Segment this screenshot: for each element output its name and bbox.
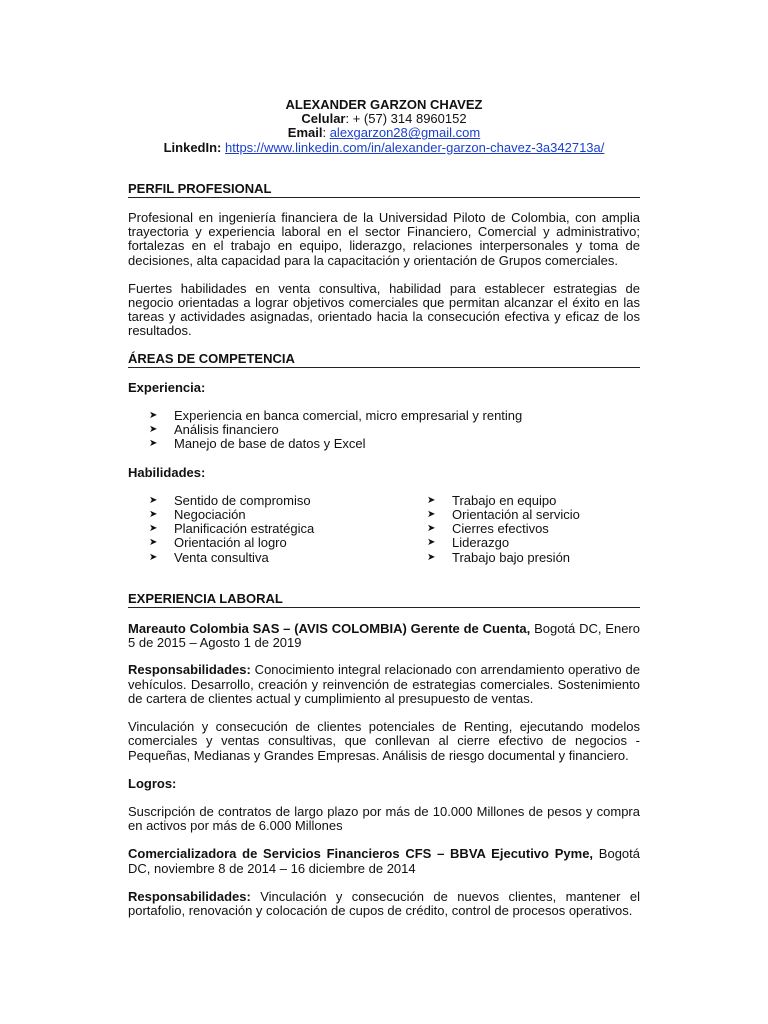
list-item: ➤ Planificación estratégica xyxy=(149,521,315,537)
job1-heading xyxy=(128,622,640,650)
phone-value: : + (57) 314 8960152 xyxy=(345,111,467,127)
arrow-bullet-icon: ➤ xyxy=(149,509,158,521)
email-separator: : xyxy=(322,125,330,141)
arrow-bullet-icon: ➤ xyxy=(149,494,158,506)
list-item: ➤ Trabajo bajo presión xyxy=(427,549,571,565)
habilidades-list-left xyxy=(128,494,406,565)
phone-line xyxy=(128,112,640,126)
job1-company: Mareauto Colombia SAS – (AVIS COLOMBIA) Gerente de Cuenta, xyxy=(128,621,531,637)
list-item: ➤ Orientación al servicio xyxy=(427,507,580,523)
arrow-bullet-icon: ➤ xyxy=(427,523,436,535)
arrow-bullet-icon: ➤ xyxy=(427,494,436,506)
experiencia-list xyxy=(128,409,640,452)
list-item: ➤ Manejo de base de datos y Excel xyxy=(149,436,366,452)
job2-company: Comercializadora de Servicios Financieros CFS – BBVA Ejecutivo Pyme, xyxy=(128,846,594,862)
list-item: ➤ Cierres efectivos xyxy=(427,521,549,537)
arrow-bullet-icon: ➤ xyxy=(149,424,158,436)
perfil-paragraph-1: Profesional en ingeniería financiera de la Universidad Piloto de Colombia, con amplia trayectoria y experiencia laboral en el sector Financiero, Comercial y administrativo; fortalezas en el trabajo en equipo, liderazgo, relaciones interpersonales y toma de decisiones, alta capacidad para la capacitación y orientación de Grupos comerciales. xyxy=(128,210,640,268)
arrow-bullet-icon: ➤ xyxy=(427,537,436,549)
habilidades-list-right xyxy=(406,494,640,565)
arrow-bullet-icon: ➤ xyxy=(149,410,158,422)
list-item: ➤ Sentido de compromiso xyxy=(149,492,311,508)
job2-responsabilidades xyxy=(128,890,640,918)
section-experiencia-title: EXPERIENCIA LABORAL xyxy=(128,592,640,608)
list-item: ➤ Orientación al logro xyxy=(149,535,287,551)
list-item: ➤ Negociación xyxy=(149,507,246,523)
job1-resp-paragraph-2: Vinculación y consecución de clientes potenciales de Renting, ejecutando modelos comerciales y ventas consultivas, que conllevan al cierre efectivo de negocios - Pequeñas, Medianas y Grandes Empresas. Análisis de riesgo documental y financiero. xyxy=(128,719,640,763)
email-link[interactable]: alexgarzon28@gmail.com xyxy=(329,125,481,141)
section-perfil-title: PERFIL PROFESIONAL xyxy=(128,182,640,198)
section-areas-title: ÁREAS DE COMPETENCIA xyxy=(128,352,640,368)
experiencia-label: Experiencia: xyxy=(128,379,206,395)
phone-label: Celular xyxy=(301,111,346,127)
job2-resp-text: Vinculación y consecución de nuevos clientes, mantener el portafolio, renovación y colocación de cupos de crédito, control de procesos operativos. xyxy=(128,888,640,918)
job1-logros-label: Logros: xyxy=(128,775,177,791)
resume-document xyxy=(128,98,640,918)
arrow-bullet-icon: ➤ xyxy=(427,551,436,563)
arrow-bullet-icon: ➤ xyxy=(149,551,158,563)
list-item: ➤ Trabajo en equipo xyxy=(427,492,557,508)
list-item: ➤ Liderazgo xyxy=(427,535,510,551)
arrow-bullet-icon: ➤ xyxy=(427,509,436,521)
job1-responsabilidades xyxy=(128,663,640,706)
job1-resp-text: Conocimiento integral relacionado con arrendamiento operativo de vehículos. Desarrollo, creación y reinvención de estrategias comerciales. Sostenimiento de cartera de clientes actual y cumplimiento al presupuesto de ventas. xyxy=(128,662,640,706)
list-item: ➤ Análisis financiero xyxy=(149,422,279,438)
email-line xyxy=(128,126,640,140)
linkedin-label: LinkedIn: xyxy=(163,139,222,155)
list-item: ➤ Venta consultiva xyxy=(149,549,269,565)
email-label: Email xyxy=(287,125,323,141)
job2-resp-label: Responsabilidades: xyxy=(128,888,251,904)
habilidades-columns xyxy=(128,494,640,565)
habilidades-label: Habilidades: xyxy=(128,464,206,480)
arrow-bullet-icon: ➤ xyxy=(149,523,158,535)
job1-resp-label: Responsabilidades: xyxy=(128,662,251,678)
linkedin-line xyxy=(118,141,650,155)
candidate-name: ALEXANDER GARZON CHAVEZ xyxy=(285,97,483,112)
perfil-paragraph-2: Fuertes habilidades en venta consultiva, habilidad para establecer estrategias de negocio orientadas a lograr objetivos comerciales que permitan alcanzar el éxito en las tareas y actividades asignadas, orientado hacia la consecución efectiva y eficaz de los resultados. xyxy=(128,280,640,339)
job2-details: Bogotá DC, noviembre 8 de 2014 – 16 diciembre de 2014 xyxy=(128,846,640,876)
arrow-bullet-icon: ➤ xyxy=(149,438,158,450)
list-item: ➤ Experiencia en banca comercial, micro empresarial y renting xyxy=(149,408,523,424)
job2-heading xyxy=(128,847,640,875)
linkedin-link[interactable]: https://www.linkedin.com/in/alexander-garzon-chavez-3a342713a/ xyxy=(225,139,605,155)
arrow-bullet-icon: ➤ xyxy=(149,537,158,549)
job1-details: Bogotá DC, Enero 5 de 2015 – Agosto 1 de 2019 xyxy=(128,621,640,651)
job1-logros-text: Suscripción de contratos de largo plazo por más de 10.000 Millones de pesos y compra en activos por más de 6.000 Millones xyxy=(128,803,640,834)
